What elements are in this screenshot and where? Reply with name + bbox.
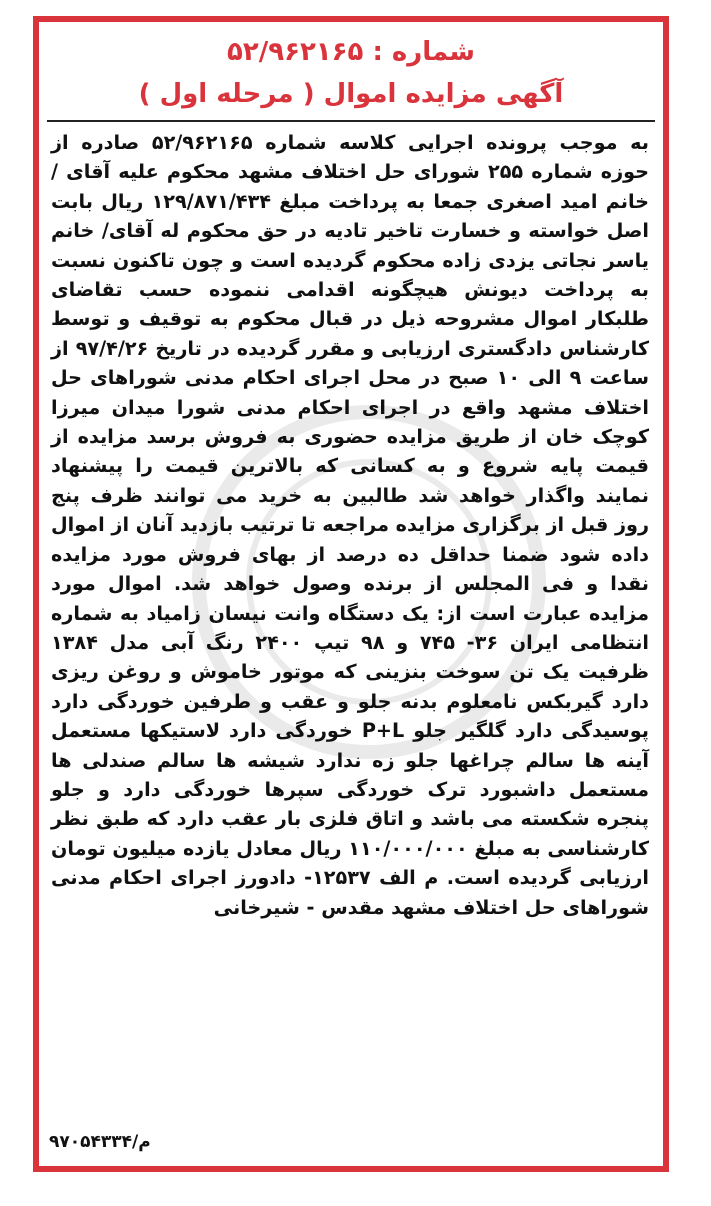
notice-number: شماره : ۵۲/۹۶۲۱۶۵: [226, 37, 476, 67]
notice-header: [39, 22, 663, 116]
reference-code: م/۹۷۰۵۴۳۳۴: [49, 1132, 151, 1152]
notice-body: به موجب پرونده اجرایی کلاسه شماره ۵۲/۹۶۲۱۶۵ صادره از حوزه شماره ۲۵۵ شورای حل اختلاف مشهد محکوم علیه آقای /خانم امید اصغری جمعا به پرداخت مبلغ ۱۲۹/۸۷۱/۴۳۴ ریال بابت اصل خواسته و خسارت تاخیر تادیه در حق محکوم له آقای/ خانم یاسر نجاتی یزدی زاده محکوم گردیده است و چون تاکنون نسبت به پرداخت دیونش هیچگونه اقدامی ننموده حسب تقاضای طلبکار اموال مشروحه ذیل در قبال محکوم به توقیف و توسط کارشناس دادگستری ارزیابی و مقرر گردیده در تاریخ ۹۷/۴/۲۶ از ساعت ۹ الی ۱۰ صبح در محل اجرای احکام مدنی شوراهای حل اختلاف مشهد واقع در اجرای احکام مدنی شورا میدان میرزا کوچک خان از طریق مزایده حضوری به فروش برسد مزایده از قیمت پایه شروع و به کسانی که بالاترین قیمت را پیشنهاد نمایند واگذار خواهد شد طالبین به خرید می توانند ظرف پنج روز قبل از برگزاری مزایده مراجعه تا ترتیب بازدید آنان از اموال داده شود ضمنا حداقل ده درصد از بهای فروش مورد مزایده نقدا و فی المجلس از برنده وصول خواهد شد. اموال مورد مزایده عبارت است از: یک دستگاه وانت نیسان زامیاد به شماره انتظامی ایران ۳۶- ۷۴۵ و ۹۸ تیپ ۲۴۰۰ رنگ آبی مدل ۱۳۸۴ ظرفیت یک تن سوخت بنزینی که موتور خاموش و روغن ریزی دارد گیربکس نامعلوم بدنه جلو و عقب و طرفین خوردگی دارد پوسیدگی دارد گلگیر جلو P+L خوردگی دارد لاستیکها مستعمل آینه ها سالم چراغها جلو زه ندارد شیشه ها سالم صندلی ها مستعمل داشبورد ترک خوردگی سپرها خوردگی دارد و جلو پنجره شکسته می باشد و اتاق فلزی بار عقب دارد که طبق نظر کارشناسی به مبلغ ۱۱۰/۰۰۰/۰۰۰ ریال معادل یازده میلیون تومان ارزیابی گردیده است. م الف ۱۲۵۳۷- دادورز اجرای احکام مدنی شوراهای حل اختلاف مشهد مقدس - شیرخانی: [51, 131, 650, 919]
notice-title: آگهی مزایده اموال ( مرحله اول ): [138, 79, 564, 109]
notice-frame: [33, 16, 669, 1172]
